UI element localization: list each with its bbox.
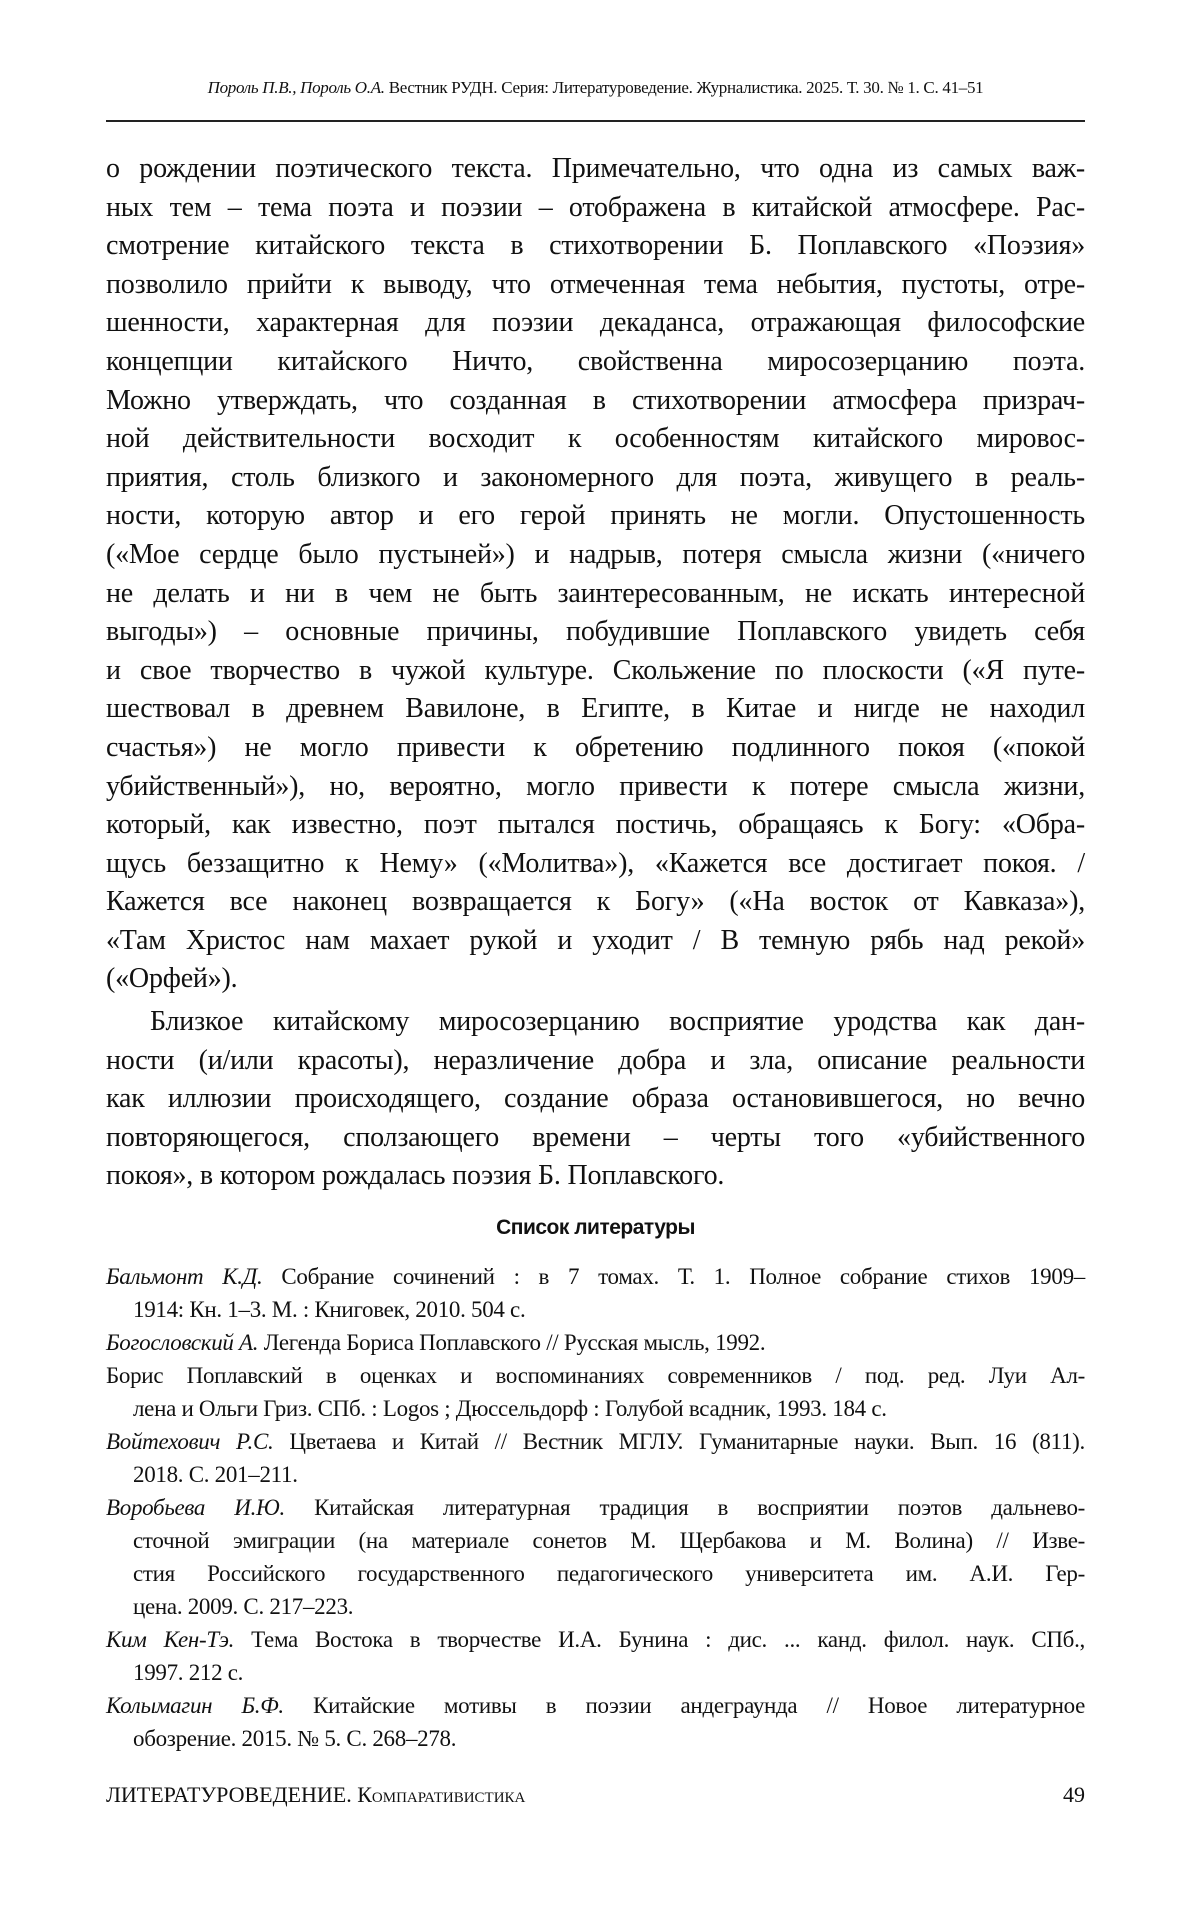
text-line: повторяющегося, сползающего времени – черты того «убийственного bbox=[106, 1119, 1085, 1158]
reference-line bbox=[106, 1458, 1085, 1491]
reference-entry bbox=[106, 1491, 1085, 1623]
reference-line bbox=[106, 1557, 1085, 1590]
reference-line bbox=[106, 1623, 1085, 1656]
reference-line bbox=[106, 1491, 1085, 1524]
paragraph-1 bbox=[106, 150, 1085, 999]
reference-text: Китайская литературная традиция в восприятии поэтов дальнево- bbox=[285, 1495, 1085, 1520]
text-line: Близкое китайскому миросозерцанию восприятие уродства как дан- bbox=[106, 1003, 1085, 1042]
text-line: покоя», в котором рождалась поэзия Б. Поплавского. bbox=[106, 1157, 1085, 1196]
body-text bbox=[106, 150, 1085, 1196]
reference-entry bbox=[106, 1260, 1085, 1326]
text-line: «Там Христос нам махает рукой и уходит / В темную рябь над рекой» bbox=[106, 922, 1085, 961]
reference-line bbox=[106, 1689, 1085, 1722]
footer-subsection: Компаративистика bbox=[357, 1782, 525, 1807]
reference-line bbox=[106, 1392, 1085, 1425]
text-line: шествовал в древнем Вавилоне, в Египте, в Китае и нигде не находил bbox=[106, 690, 1085, 729]
text-line: не делать и ни в чем не быть заинтересованным, не искать интересной bbox=[106, 575, 1085, 614]
paragraph-2 bbox=[106, 1003, 1085, 1196]
page-footer bbox=[106, 1782, 1085, 1808]
reference-text: 2018. С. 201–211. bbox=[133, 1462, 298, 1487]
text-line: («Орфей»). bbox=[106, 960, 1085, 999]
page-number: 49 bbox=[1063, 1782, 1085, 1808]
text-line: Кажется все наконец возвращается к Богу» («На восток от Кавказа»), bbox=[106, 883, 1085, 922]
text-line: счастья») не могло привести к обретению подлинного покоя («покой bbox=[106, 729, 1085, 768]
reference-text: стия Российского государственного педагогического университета им. А.И. Гер- bbox=[133, 1561, 1085, 1586]
text-line: ных тем – тема поэта и поэзии – отображена в китайской атмосфере. Рас- bbox=[106, 189, 1085, 228]
reference-text: обозрение. 2015. № 5. С. 268–278. bbox=[133, 1726, 456, 1751]
text-line: щусь беззащитно к Нему» («Молитва»), «Кажется все достигает покоя. / bbox=[106, 845, 1085, 884]
text-line: («Мое сердце было пустыней») и надрыв, потеря смысла жизни («ничего bbox=[106, 536, 1085, 575]
footer-section-name: ЛИТЕРАТУРОВЕДЕНИЕ. bbox=[106, 1782, 357, 1807]
text-line: Можно утверждать, что созданная в стихотворении атмосфера призрач- bbox=[106, 382, 1085, 421]
reference-line bbox=[106, 1722, 1085, 1755]
text-line: ности, которую автор и его герой принять не могли. Опустошенность bbox=[106, 497, 1085, 536]
reference-text: Тема Востока в творчестве И.А. Бунина : дис. ... канд. филол. наук. СПб., bbox=[234, 1627, 1085, 1652]
reference-entry bbox=[106, 1326, 1085, 1359]
reference-text: Цветаева и Китай // Вестник МГЛУ. Гуманитарные науки. Вып. 16 (811). bbox=[273, 1429, 1085, 1454]
text-line: ной действительности восходит к особенностям китайского мировос- bbox=[106, 420, 1085, 459]
reference-entry bbox=[106, 1359, 1085, 1425]
text-line: убийственный»), но, вероятно, могло привести к потере смысла жизни, bbox=[106, 768, 1085, 807]
reference-text: 1914: Кн. 1–3. М. : Книговек, 2010. 504 с. bbox=[133, 1297, 525, 1322]
reference-text: Собрание сочинений : в 7 томах. Т. 1. Полное собрание стихов 1909– bbox=[262, 1264, 1085, 1289]
text-line: приятия, столь близкого и закономерного для поэта, живущего в реаль- bbox=[106, 459, 1085, 498]
text-line: концепции китайского Ничто, свойственна миросозерцанию поэта. bbox=[106, 343, 1085, 382]
reference-text: цена. 2009. С. 217–223. bbox=[133, 1594, 353, 1619]
text-line: о рождении поэтического текста. Примечательно, что одна из самых важ- bbox=[106, 150, 1085, 189]
reference-line bbox=[106, 1425, 1085, 1458]
reference-line bbox=[106, 1326, 1085, 1359]
text-line: как иллюзии происходящего, создание образа остановившегося, но вечно bbox=[106, 1080, 1085, 1119]
reference-text: Борис Поплавский в оценках и воспоминаниях современников / под. ред. Луи Ал- bbox=[106, 1363, 1085, 1388]
text-line: который, как известно, поэт пытался постичь, обращаясь к Богу: «Обра- bbox=[106, 806, 1085, 845]
reference-author: Воробьева И.Ю. bbox=[106, 1495, 285, 1520]
reference-line bbox=[106, 1590, 1085, 1623]
header-rule bbox=[106, 120, 1085, 122]
reference-author: Колымагин Б.Ф. bbox=[106, 1693, 284, 1718]
reference-author: Богословский А. bbox=[106, 1330, 258, 1355]
reference-line bbox=[106, 1524, 1085, 1557]
reference-line bbox=[106, 1656, 1085, 1689]
text-line: ности (и/или красоты), неразличение добра и зла, описание реальности bbox=[106, 1042, 1085, 1081]
reference-entry bbox=[106, 1623, 1085, 1689]
text-line: и свое творчество в чужой культуре. Скольжение по плоскости («Я путе- bbox=[106, 652, 1085, 691]
running-head bbox=[106, 78, 1085, 98]
reference-text: сточной эмиграции (на материале сонетов М. Щербакова и М. Волина) // Изве- bbox=[133, 1528, 1085, 1553]
reference-author: Войтехович Р.С. bbox=[106, 1429, 273, 1454]
reference-author: Бальмонт К.Д. bbox=[106, 1264, 262, 1289]
reference-text: лена и Ольги Гриз. СПб. : Logos ; Дюссельдорф : Голубой всадник, 1993. 184 с. bbox=[133, 1396, 887, 1421]
references-list bbox=[106, 1260, 1085, 1755]
reference-text: 1997. 212 с. bbox=[133, 1660, 243, 1685]
running-head-citation: Вестник РУДН. Серия: Литературоведение. Журналистика. 2025. Т. 30. № 1. С. 41–51 bbox=[385, 78, 984, 97]
text-line: выгоды») – основные причины, побудившие Поплавского увидеть себя bbox=[106, 613, 1085, 652]
reference-line bbox=[106, 1293, 1085, 1326]
running-head-authors: Пороль П.В., Пороль О.А. bbox=[208, 78, 385, 97]
reference-text: Китайские мотивы в поэзии андеграунда // Новое литературное bbox=[284, 1693, 1085, 1718]
reference-text: Легенда Бориса Поплавского // Русская мысль, 1992. bbox=[258, 1330, 765, 1355]
reference-entry bbox=[106, 1689, 1085, 1755]
references-heading: Список литературы bbox=[106, 1216, 1085, 1240]
reference-line bbox=[106, 1260, 1085, 1293]
text-line: смотрение китайского текста в стихотворении Б. Поплавского «Поэзия» bbox=[106, 227, 1085, 266]
reference-author: Ким Кен-Тэ. bbox=[106, 1627, 234, 1652]
reference-line bbox=[106, 1359, 1085, 1392]
footer-section bbox=[106, 1782, 525, 1808]
text-line: позволило прийти к выводу, что отмеченная тема небытия, пустоты, отре- bbox=[106, 266, 1085, 305]
reference-entry bbox=[106, 1425, 1085, 1491]
text-line: шенности, характерная для поэзии декаданса, отражающая философские bbox=[106, 304, 1085, 343]
